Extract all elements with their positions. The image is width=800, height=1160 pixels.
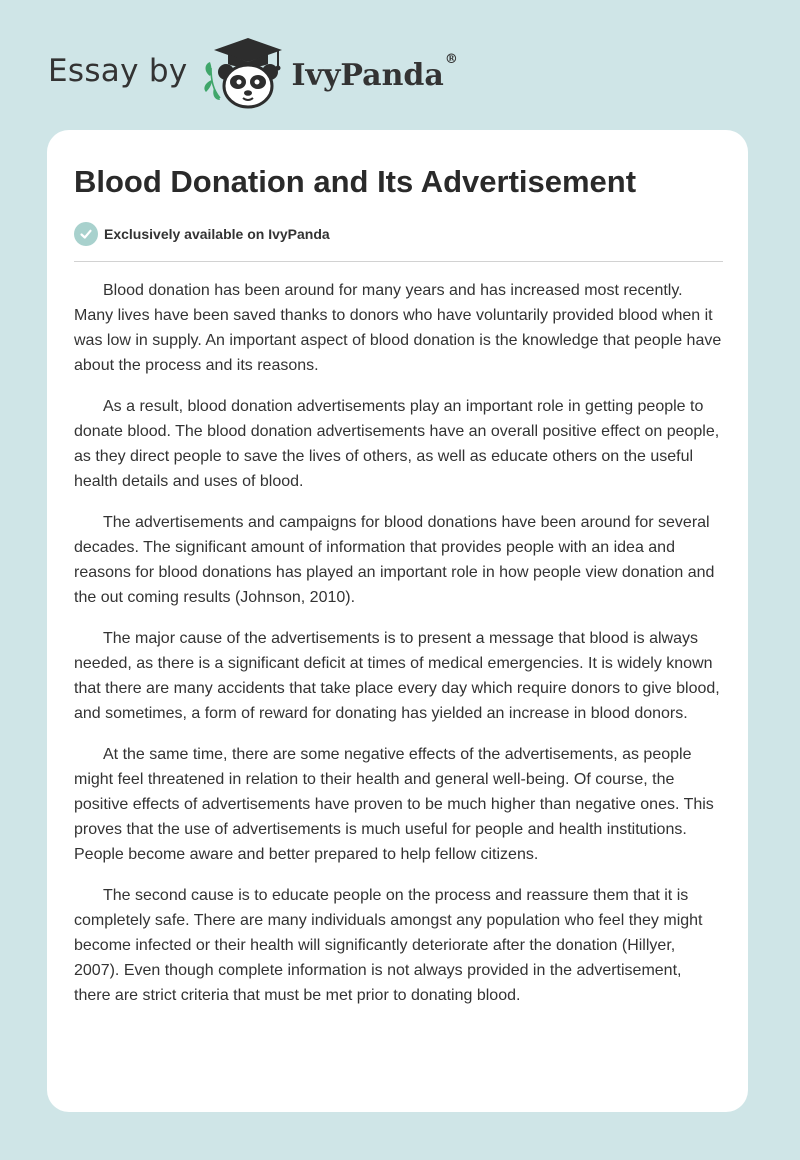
brand-prefix: Essay by bbox=[48, 53, 188, 89]
paragraph: The advertisements and campaigns for blood donations have been around for several decades. The significant amount of information that provides people with an idea and reasons for blood donations has played an important role in how people view donation and the out coming results (Johnson, 2010). bbox=[74, 514, 715, 606]
essay-card bbox=[47, 130, 748, 1112]
exclusive-badge bbox=[74, 222, 330, 246]
essay-body bbox=[74, 278, 722, 1024]
paragraph: The major cause of the advertisements is to present a message that blood is always needed, as there is a significant deficit at times of medical emergencies. It is widely known that there are many accidents that take place every day which require donors to give blood, and sometimes, a form of reward for donating has yielded an increase in blood donors. bbox=[74, 630, 720, 722]
site-brand[interactable] bbox=[48, 34, 458, 114]
paragraph: Blood donation has been around for many years and has increased most recently. Many lives have been saved thanks to donors who have voluntarily provided blood when it was low in supply. An important aspect of blood donation is the knowledge that people have about the process and its reasons. bbox=[74, 282, 722, 374]
essay-title: Blood Donation and Its Advertisement bbox=[74, 164, 637, 199]
checkmark-icon bbox=[74, 222, 98, 246]
title-divider bbox=[74, 261, 723, 262]
paragraph: At the same time, there are some negative effects of the advertisements, as people might feel threatened in relation to their health and general well-being. Of course, the positive effects of advertisements have proven to be much higher than negative ones. This proves that the use of advertisements is much useful for people and health institutions. People become aware and better prepared to help fellow citizens. bbox=[74, 746, 714, 863]
panda-logo-icon bbox=[200, 36, 292, 112]
brand-name bbox=[291, 51, 458, 93]
paragraph: The second cause is to educate people on the process and reassure them that it is completely safe. There are many individuals amongst any population who feel they might become infected or their health will significantly deteriorate after the donation (Hillyer, 2007). Even though complete information is not always provided in the advertisement, there are strict criteria that must be met prior to donating blood. bbox=[74, 887, 703, 1004]
brand-name-text: IvyPanda bbox=[291, 57, 444, 93]
exclusive-label: Exclusively available on IvyPanda bbox=[104, 226, 330, 242]
paragraph: As a result, blood donation advertisements play an important role in getting people to donate blood. The blood donation advertisements have an overall positive effect on people, as they direct people to save the lives of others, as well as educate others on the useful health details and uses of blood. bbox=[74, 398, 720, 490]
registered-mark: ® bbox=[444, 51, 458, 67]
